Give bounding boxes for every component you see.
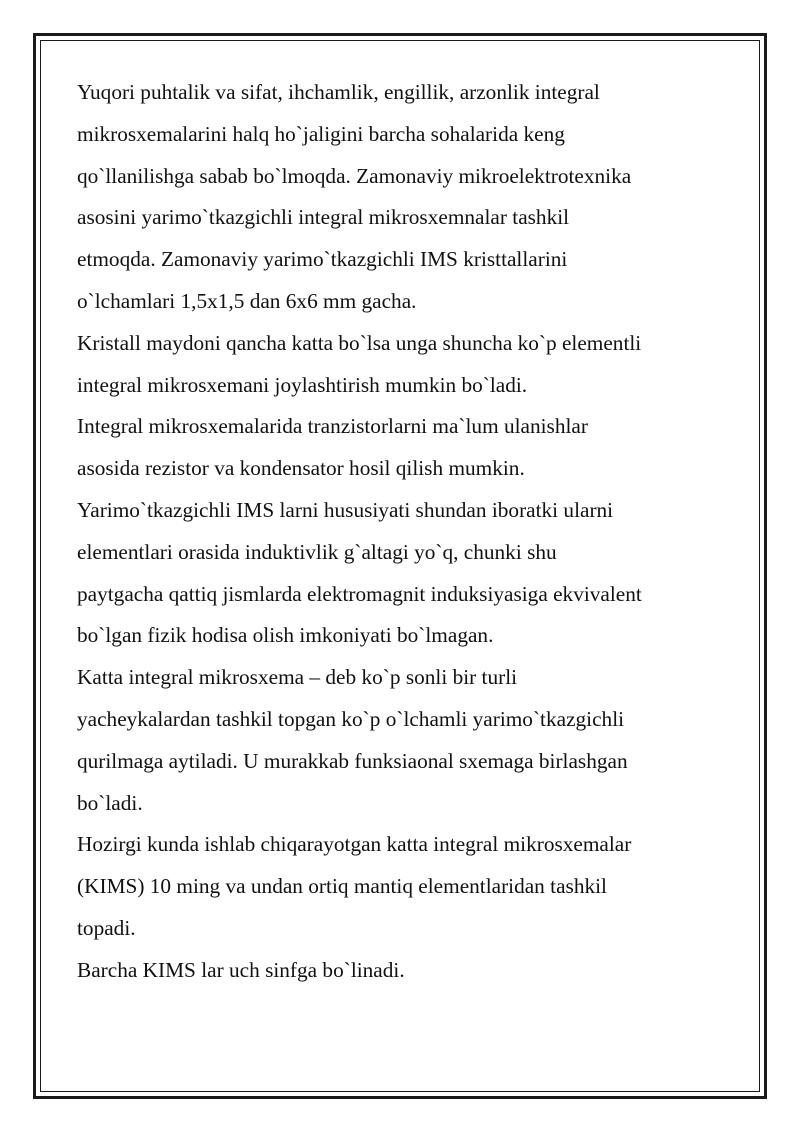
document-body xyxy=(77,72,737,992)
paragraph-kims-classes: Barcha KIMS lar uch sinfga bo`linadi. xyxy=(77,957,405,982)
paragraph-crystal-area: Kristall maydoni qancha katta bo`lsa unga shuncha ko`p elementli integral mikrosxemani joylashtirish mumkin bo`ladi. xyxy=(77,330,642,397)
paragraph-large-ic-definition: Katta integral mikrosxema – deb ko`p sonli bir turli yacheykalardan tashkil topgan ko`p o`lchamli yarimo`tkazgichli qurilmaga aytiladi. U murakkab funksiaonal sxemaga birlashgan bo`ladi. xyxy=(77,665,628,815)
paragraph-ims-overview: Yuqori puhtalik va sifat, ihchamlik, engillik, arzonlik integral mikrosxemalarini halq ho`jaligini barcha sohalarida keng qo`llanilishga sabab bo`lmoqda. Zamonaviy mikroelektrotexnika asosini yarimo`tkazgichli integral mikrosxemnalar tashkil etmoqda. Zamonaviy yarimo`tkazgichli IMS kristtallarini o`lchamlari 1,5x1,5 dan 6x6 mm gacha. xyxy=(77,80,632,313)
paragraph-kims-elements: Hozirgi kunda ishlab chiqarayotgan katta integral mikrosxemalar (KIMS) 10 ming va undan ortiq mantiq elementlaridan tashkil topadi. xyxy=(77,832,632,940)
paragraph-transistor-connections: Integral mikrosxemalarida tranzistorlarni ma`lum ulanishlar asosida rezistor va kondensator hosil qilish mumkin. xyxy=(77,414,588,481)
paragraph-inductance: Yarimo`tkazgichli IMS larni hususiyati shundan iboratki ularni elementlari orasida induktivlik g`altagi yo`q, chunki shu paytgacha qattiq jismlarda elektromagnit induksiyasiga ekvivalent bo`lgan fizik hodisa olish imkoniyati bo`lmagan. xyxy=(77,497,642,648)
